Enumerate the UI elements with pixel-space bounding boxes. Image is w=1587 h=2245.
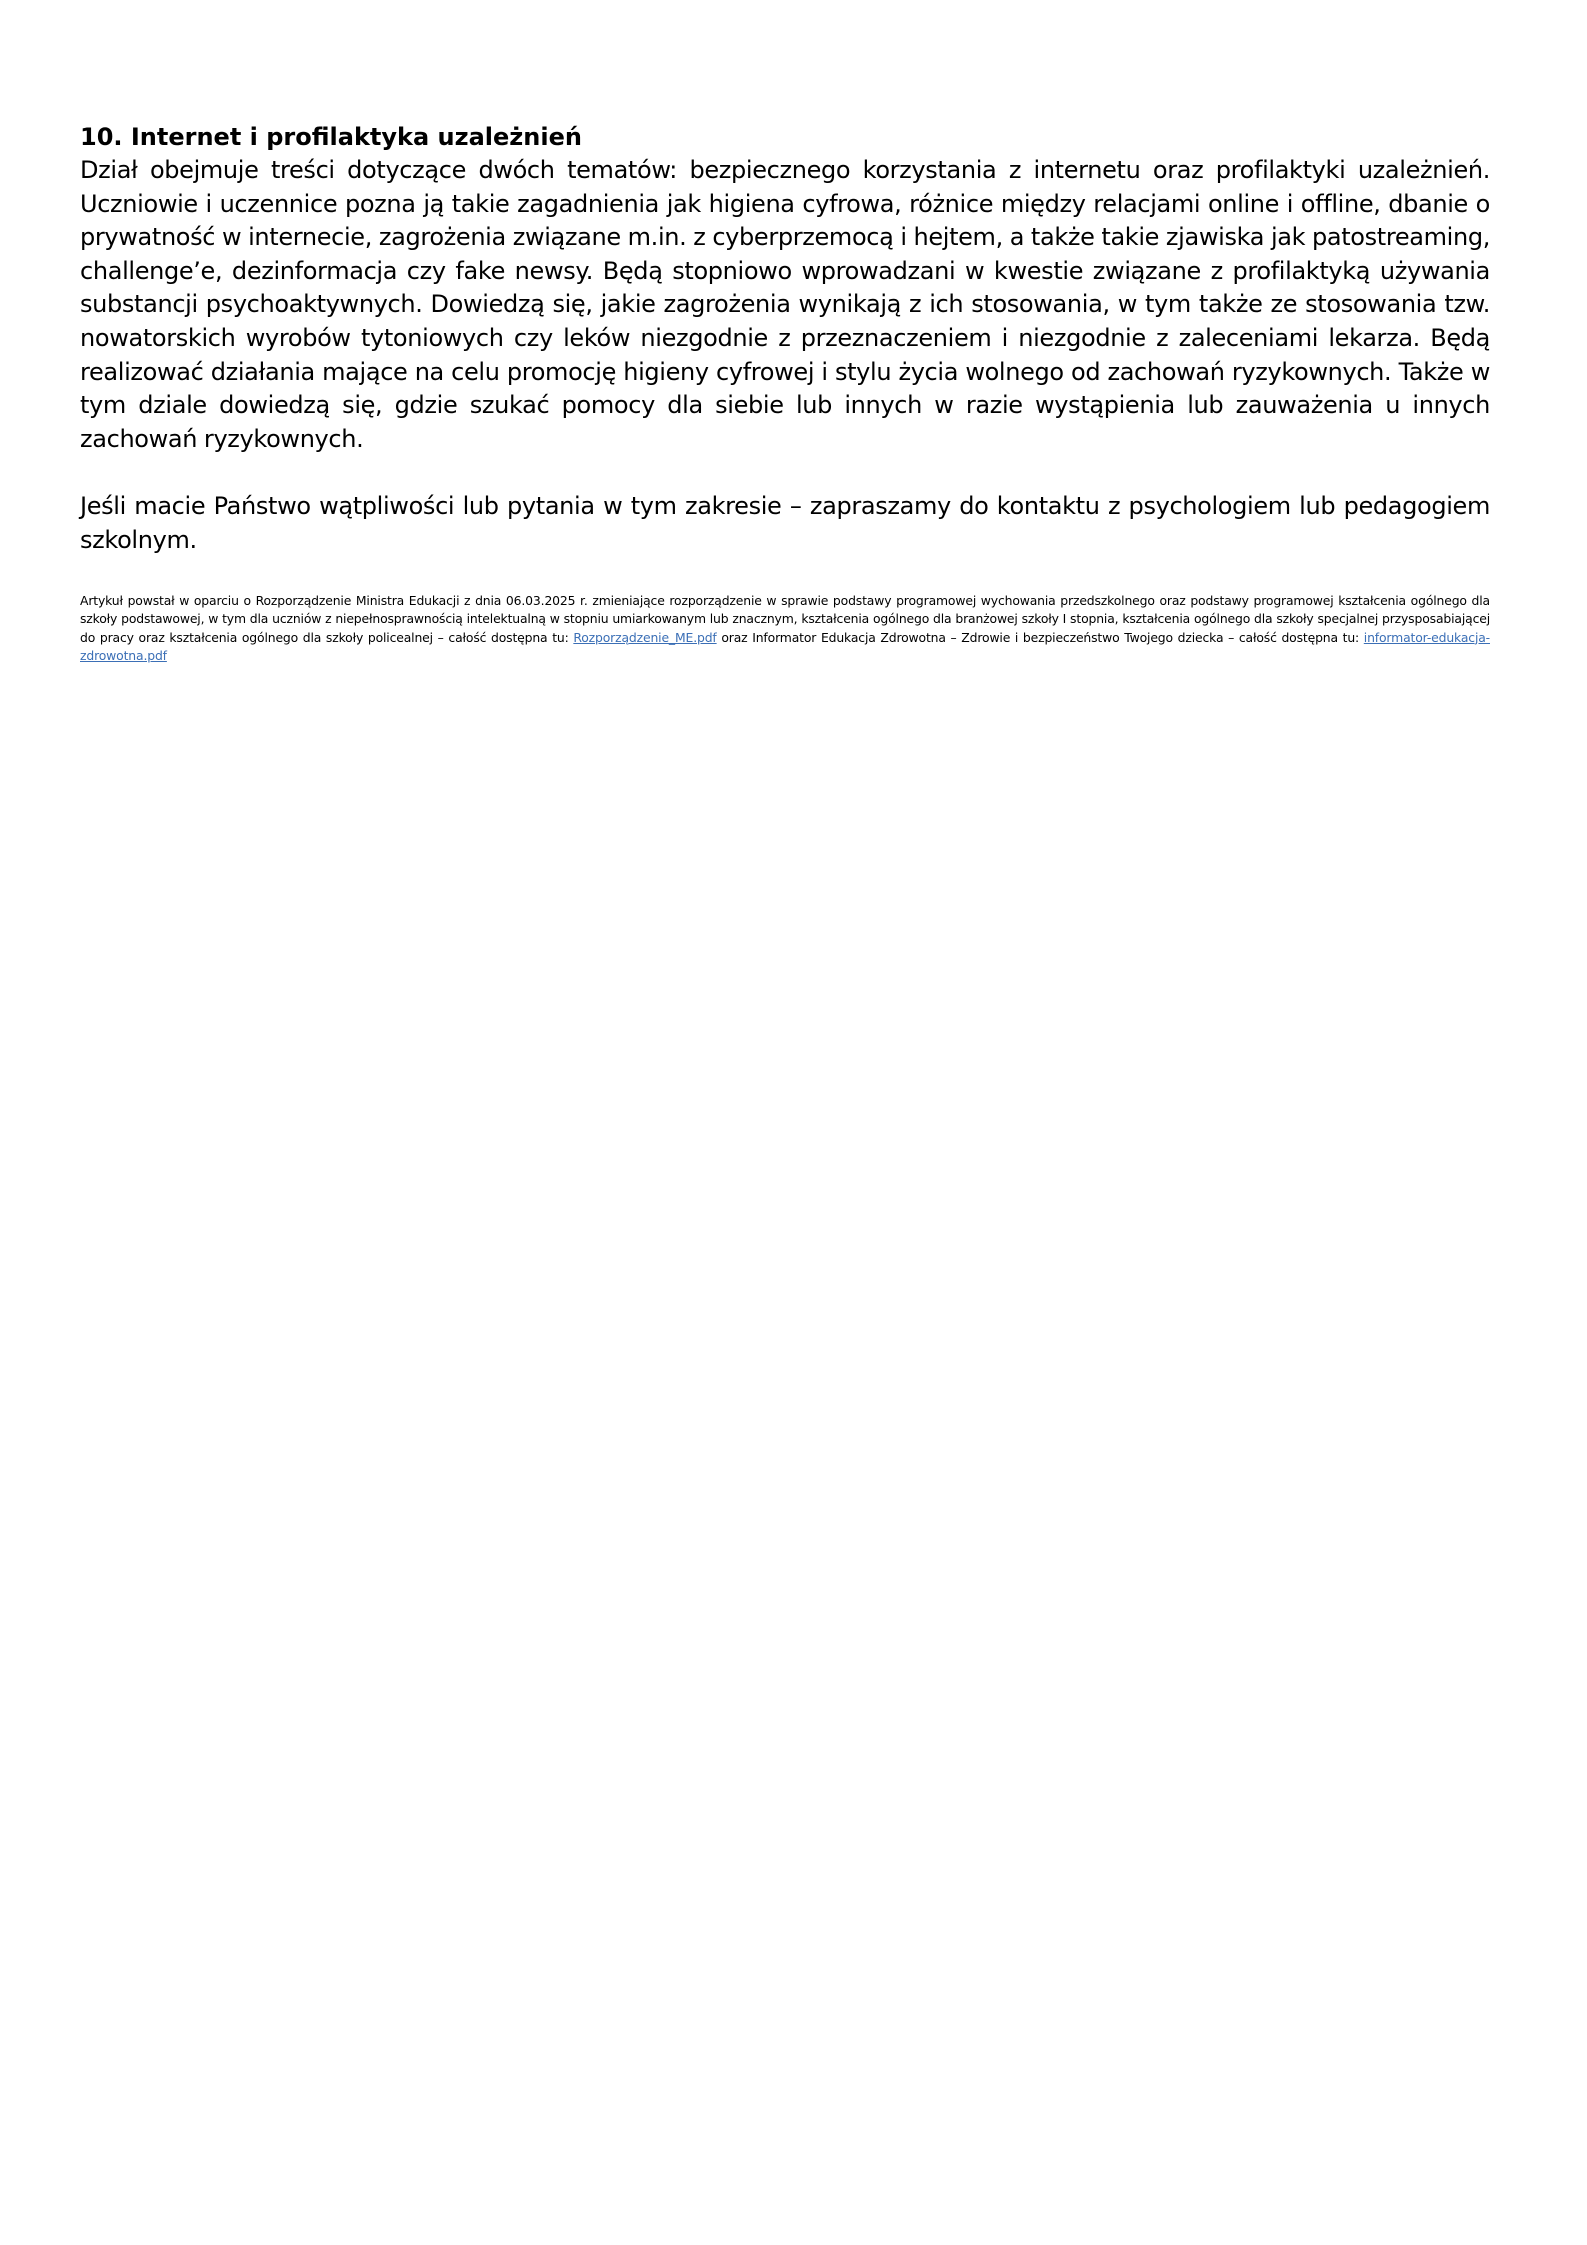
health-education-pdf-link[interactable]: informator-edukacja-zdrowotna.pdf (80, 629, 1490, 664)
document-page (80, 120, 1490, 678)
section-body-paragraph: Dział obejmuje treści dotyczące dwóch tematów: bezpiecznego korzystania z internetu oraz profilaktyki uzależnień. Uczniowie i uczennice pozna ją takie zagadnienia jak higiena cyfrowa, różnice między relacjami online i offline, dbanie o prywatność w internecie, zagrożenia związane m.in. z cyberprzemocą i hejtem, a także takie zjawiska jak patostreaming, challenge’e, dezinformacja czy fake newsy. Będą stopniowo wprowadzani w kwestie związane z profilaktyką używania substancji psychoaktywnych. Dowiedzą się, jakie zagrożenia wynikają z ich stosowania, w tym także ze stosowania tzw. nowatorskich wyrobów tytoniowych czy leków niezgodnie z przeznaczeniem i niezgodnie z zaleceniami lekarza. Będą realizować działania mające na celu promocję higieny cyfrowej i stylu życia wolnego od zachowań ryzykownych. Także w tym dziale dowiedzą się, gdzie szukać pomocy dla siebie lub innych w razie wystąpienia lub zauważenia u innych zachowań ryzykownych. (80, 156, 1490, 453)
footnote-text-part2: oraz Informator Edukacja Zdrowotna – Zdrowie i bezpieczeństwo Twojego dziecka – całość dostępna tu: (716, 629, 1364, 645)
section-heading: 10. Internet i profilaktyka uzależnień (80, 123, 582, 151)
footnote-text-part1: Artykuł powstał w oparciu o Rozporządzenie Ministra Edukacji z dnia 06.03.2025 r. zmieniające rozporządzenie w sprawie podstawy programowej wychowania przedszkolnego oraz podstawy programowej kształcenia ogólnego dla szkoły podstawowej, w tym dla uczniów z niepełnosprawnością intelektualną w stopniu umiarkowanym lub znacznym, kształcenia ogólnego dla branżowej szkoły I stopnia, kształcenia ogólnego dla szkoły specjalnej przysposabiającej do pracy oraz kształcenia ogólnego dla szkoły policealnej – całość dostępna tu: (80, 592, 1490, 645)
closing-paragraph: Jeśli macie Państwo wątpliwości lub pytania w tym zakresie – zapraszamy do kontaktu z psychologiem lub pedagogiem szkolnym. (80, 492, 1490, 554)
regulation-pdf-link[interactable]: Rozporządzenie_ME.pdf (573, 629, 717, 645)
source-footnote (80, 592, 1490, 666)
